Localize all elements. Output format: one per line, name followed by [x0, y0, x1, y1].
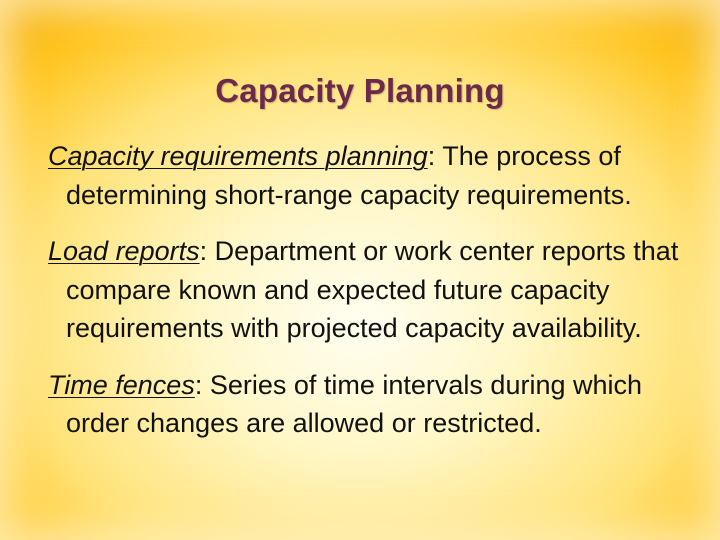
definition-term: Time fences: [48, 369, 195, 400]
definition-text: The process of determining short-range capacity requirements.: [66, 141, 632, 210]
definition-text: Series of time intervals during which order changes are allowed or restricted.: [66, 369, 643, 438]
definition-term: Load reports: [48, 236, 200, 266]
definition-text: Department or work center reports that compare known and expected future capacity requirements with projected capacity availability.: [66, 236, 679, 343]
definition-term: Capacity requirements planning: [48, 141, 428, 171]
slide-body: [48, 137, 708, 461]
term-separator: :: [427, 141, 436, 171]
term-separator: :: [199, 236, 208, 266]
definition-item: [48, 137, 708, 214]
definition-item: [48, 366, 708, 443]
slide-title: Capacity Planning: [215, 72, 505, 109]
term-separator: :: [194, 369, 203, 400]
definition-item: [48, 232, 708, 348]
